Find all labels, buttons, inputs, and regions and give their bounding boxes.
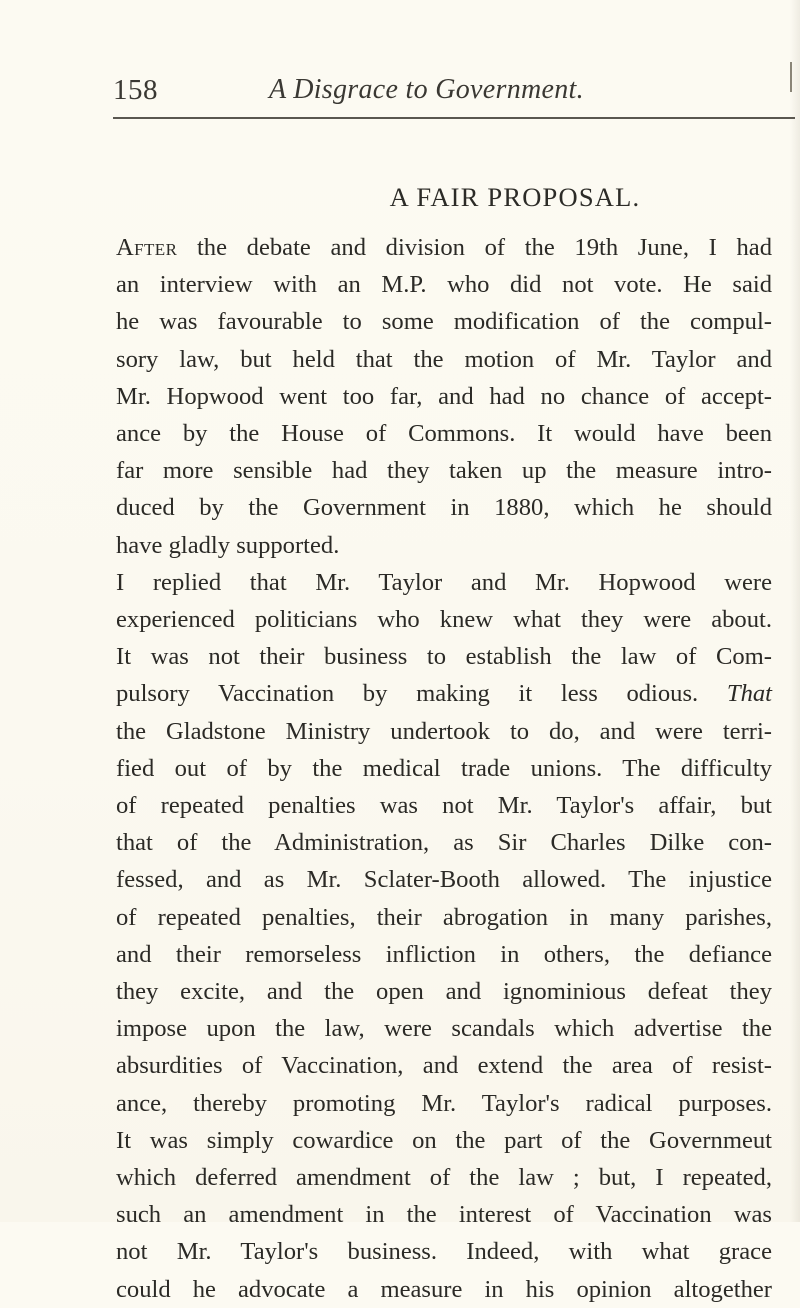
text-line: It was simply cowardice on the part of the Governmeut — [116, 1126, 772, 1154]
text-line: an interview with an M.P. who did not vote. He said — [116, 271, 772, 299]
text-line: of repeated penalties, their abrogation in many parishes, — [116, 903, 772, 931]
text-line: that of the Administration, as Sir Charles Dilke con- — [116, 829, 772, 857]
drop-word: After — [116, 234, 178, 261]
emphasis-that: That — [726, 680, 772, 708]
text-line-rest: the debate and division of the 19th June, I had — [177, 234, 772, 261]
text-line: impose upon the law, were scandals which advertise the — [116, 1015, 772, 1043]
header-rule — [113, 117, 795, 119]
text-line: fied out of by the medical trade unions. The difficulty — [116, 754, 772, 782]
text-line-start: pulsory Vaccination by making it less odious. — [116, 680, 727, 708]
running-header — [113, 74, 795, 114]
text-line: the Gladstone Ministry undertook to do, and were terri- — [116, 717, 772, 745]
text-line: experienced politicians who knew what they were about. — [116, 606, 772, 634]
text-line: duced by the Government in 1880, which he should — [116, 494, 772, 522]
text-line — [116, 229, 772, 266]
text-line: such an amendment in the interest of Vaccination was — [116, 1201, 772, 1229]
text-line: sory law, but held that the motion of Mr. Taylor and — [116, 345, 772, 373]
text-line: ance, thereby promoting Mr. Taylor's radical purposes. — [116, 1089, 772, 1117]
page-number: 158 — [113, 74, 158, 106]
text-line: I replied that Mr. Taylor and Mr. Hopwood were — [116, 568, 772, 596]
text-line: not Mr. Taylor's business. Indeed, with what grace — [116, 1238, 772, 1266]
text-line: fessed, and as Mr. Sclater-Booth allowed. The injustice — [116, 866, 772, 894]
text-line — [116, 675, 772, 712]
text-line: could he advocate a measure in his opinion altogether — [116, 1275, 772, 1303]
text-line: of repeated penalties was not Mr. Taylor's affair, but — [116, 792, 772, 820]
body-text — [116, 229, 772, 1308]
text-line: have gladly supported. — [116, 531, 340, 559]
text-line: ance by the House of Commons. It would have been — [116, 420, 772, 448]
text-line: Mr. Hopwood went too far, and had no chance of accept- — [116, 382, 772, 410]
text-line: It was not their business to establish the law of Com- — [116, 643, 772, 671]
text-line: they excite, and the open and ignominious defeat they — [116, 978, 772, 1006]
running-title: A Disgrace to Government. — [269, 74, 584, 105]
chapter-title: A FAIR PROPOSAL. — [389, 182, 641, 212]
text-line: far more sensible had they taken up the measure intro- — [116, 457, 772, 485]
text-line: and their remorseless infliction in others, the defiance — [116, 940, 772, 968]
text-line: which deferred amendment of the law ; but, I repeated, — [116, 1164, 772, 1192]
text-line: absurdities of Vaccination, and extend the area of resist- — [116, 1052, 772, 1080]
text-line: he was favourable to some modification of the compul- — [116, 308, 772, 336]
